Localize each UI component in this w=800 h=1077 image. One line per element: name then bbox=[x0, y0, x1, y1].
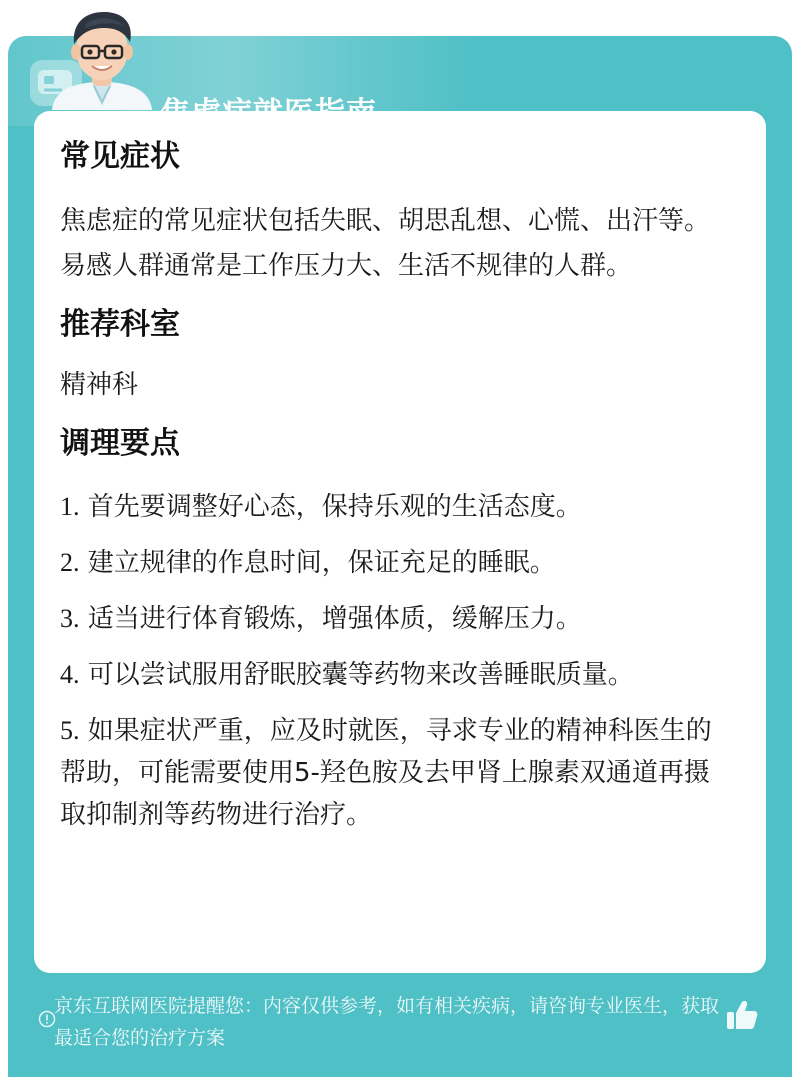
tip-item-1 bbox=[60, 486, 728, 528]
tip-item-3 bbox=[60, 598, 728, 640]
tip-text: 适当进行体育锻炼，增强体质，缓解压力。 bbox=[79, 604, 582, 634]
department-text: 精神科 bbox=[60, 370, 139, 400]
tips-heading: 调理要点 bbox=[60, 426, 180, 461]
tip-number: 4. bbox=[60, 660, 80, 689]
tip-text: 建立规律的作息时间，保证充足的睡眠。 bbox=[79, 548, 556, 578]
symptoms-heading: 常见症状 bbox=[60, 139, 180, 174]
disclaimer-text: 京东互联网医院提醒您：内容仅供参考，如有相关疾病，请咨询专业医生，获取最适合您的治疗方案 bbox=[54, 995, 720, 1049]
tip-item-4 bbox=[60, 654, 728, 696]
tip-item-2 bbox=[60, 542, 728, 584]
department-heading: 推荐科室 bbox=[60, 307, 180, 342]
tip-text: 如果症状严重，应及时就医，寻求专业的精神科医生的帮助，可能需要使用5-羟色胺及去甲肾上腺素双通道再摄取抑制剂等药物进行治疗。 bbox=[60, 716, 712, 830]
content-card bbox=[34, 111, 766, 973]
symptoms-text: 焦虑症的常见症状包括失眠、胡思乱想、心慌、出汗等。易感人群通常是工作压力大、生活不规律的人群。 bbox=[60, 206, 711, 281]
tip-number: 5. bbox=[60, 716, 80, 745]
tip-text: 首先要调整好心态，保持乐观的生活态度。 bbox=[79, 492, 582, 522]
card-content bbox=[60, 135, 728, 836]
tip-number: 3. bbox=[60, 604, 80, 633]
thumbs-up-icon[interactable] bbox=[724, 998, 760, 1032]
tip-number: 2. bbox=[60, 548, 80, 577]
doctor-avatar bbox=[40, 6, 164, 110]
tip-number: 1. bbox=[60, 492, 80, 521]
tip-item-5 bbox=[60, 710, 728, 836]
tip-text: 可以尝试服用舒眠胶囊等药物来改善睡眠质量。 bbox=[79, 660, 634, 690]
